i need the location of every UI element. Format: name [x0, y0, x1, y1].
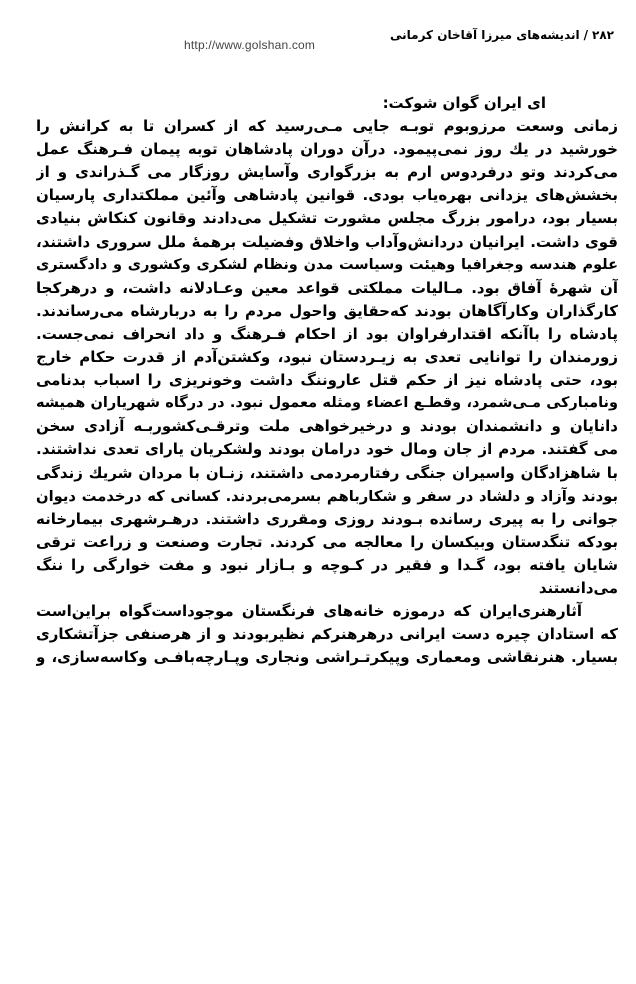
page-number: ۲۸۲ — [592, 28, 614, 42]
text-line: ونامبارکی مـی‌شمرد، وقطـع اعضاء ومثله معمول نبود. در درگاه شهریاران همیشه — [36, 395, 618, 412]
text-line: با شاهزادگان واسیران جنگی رفتارمردمی داشتند، زنـان با مردان شریك زندگی — [36, 463, 618, 482]
text-line: آثارهنری‌ایران که درموزه خانه‌های فرنگستان موجوداست‌گواه براین‌است — [36, 602, 582, 621]
text-line: پادشاه را باآنکه اقتدارفراوان بود از احکام فـرهنگ و داد انحراف نمی‌جست. — [36, 324, 618, 343]
text-line: شایان یافته بود، گـدا و فقیر در کـوچه و بـازار نبود و مفت خوارگی را ننگ — [36, 555, 618, 574]
text-line: بسیار. هنرنقاشی ومعماری وپیکرتـراشی ونجاری وپـارچه‌بافـی وکاسه‌سازی، و — [36, 648, 618, 667]
text-line: زورمندان را توانایی تعدی به زیـردستان نبود، وکشتن‌آدم از قدرت حکام خارج — [36, 348, 618, 367]
text-line: علوم هندسه وجغرافیا وهیئت وسیاست مدن ونظام لشکری وکشوری و دادگستری — [36, 256, 618, 273]
text-line: بودند وآزاد و دلشاد در سفر و شکارباهم بسرمی‌بردند. کسانی که درخدمت دیوان — [36, 487, 618, 505]
page-body — [36, 92, 618, 669]
header-separator: / — [583, 28, 589, 42]
section-heading: ای ایران گوان شوکت: — [382, 94, 546, 112]
text-line: بود، حتی پادشاه نیز از حکم قتل عاروننگ داشت وخونریزی را اسباب بدنامی — [36, 371, 618, 390]
text-line: زمانی وسعت مرزوبوم توبـه جایی مـی‌رسید که از کسران تا به کرانش را — [36, 117, 618, 136]
text-line: بودکه تنگدستان وبیکسان را معالجه می کردند. تجارت وصنعت و زراعت ترقی — [36, 532, 618, 551]
text-line: جوانی را به پیری رسانده بـودند روزی ومقرری داشتند. درهـرشهری بیمارخانه — [36, 509, 618, 528]
text-line: خورشید در یك روز نمی‌پیمود. درآن دوران پادشاهان توبه پیمان فـرهنگ عمل — [36, 140, 618, 159]
text-line: کارگذاران وکارآگاهان بودند که‌حقایق واحول مردم را به دربارشاه می‌رساندند. — [36, 301, 618, 320]
text-line: دانایان و دانشمندان بودند و درخیرخواهی ملت وترقـی‌کشوربـه آزادی سخن — [36, 417, 618, 436]
book-title: اندیشه‌های میرزا آقاخان کرمانی — [390, 28, 580, 42]
source-url: http://www.golshan.com — [184, 38, 316, 52]
text-line: می‌دانستند — [538, 578, 618, 597]
text-line: می گفتند. مردم از جان ومال خود درامان بودند ولشکریان یارای تعدی نداشتند. — [36, 440, 618, 459]
text-line: که استادان چیره دست ایرانی درهرهنرکم نظیربودند و از هرصنفی جزآتشکاری — [36, 625, 618, 644]
text-line: آن شهرهٔ آفاق بود. مـالیات مملکتی قواعد معین وعـادلانه داشت، و درهرکجا — [36, 278, 618, 297]
running-head — [390, 28, 614, 42]
page-header — [0, 28, 636, 50]
text-line: می‌کردند وتو درفردوس ارم به بزرگواری وآسایش روزگار می گـذراندی و از — [36, 163, 618, 182]
text-line: بسیار بود، درامور بزرگ مجلس مشورت تشکیل می‌دادند وقانون کنکاش بنیادی — [36, 209, 618, 228]
text-line: بخشش‌های یزدانی بهره‌یاب بودی. قوانین پادشاهی وآئین مملکتداری پارسیان — [36, 186, 618, 205]
text-line: قوی داشت. ایرانیان دردانش‌وآداب واخلاق وفضیلت برهمهٔ ملل سروری داشتند، — [36, 232, 618, 251]
